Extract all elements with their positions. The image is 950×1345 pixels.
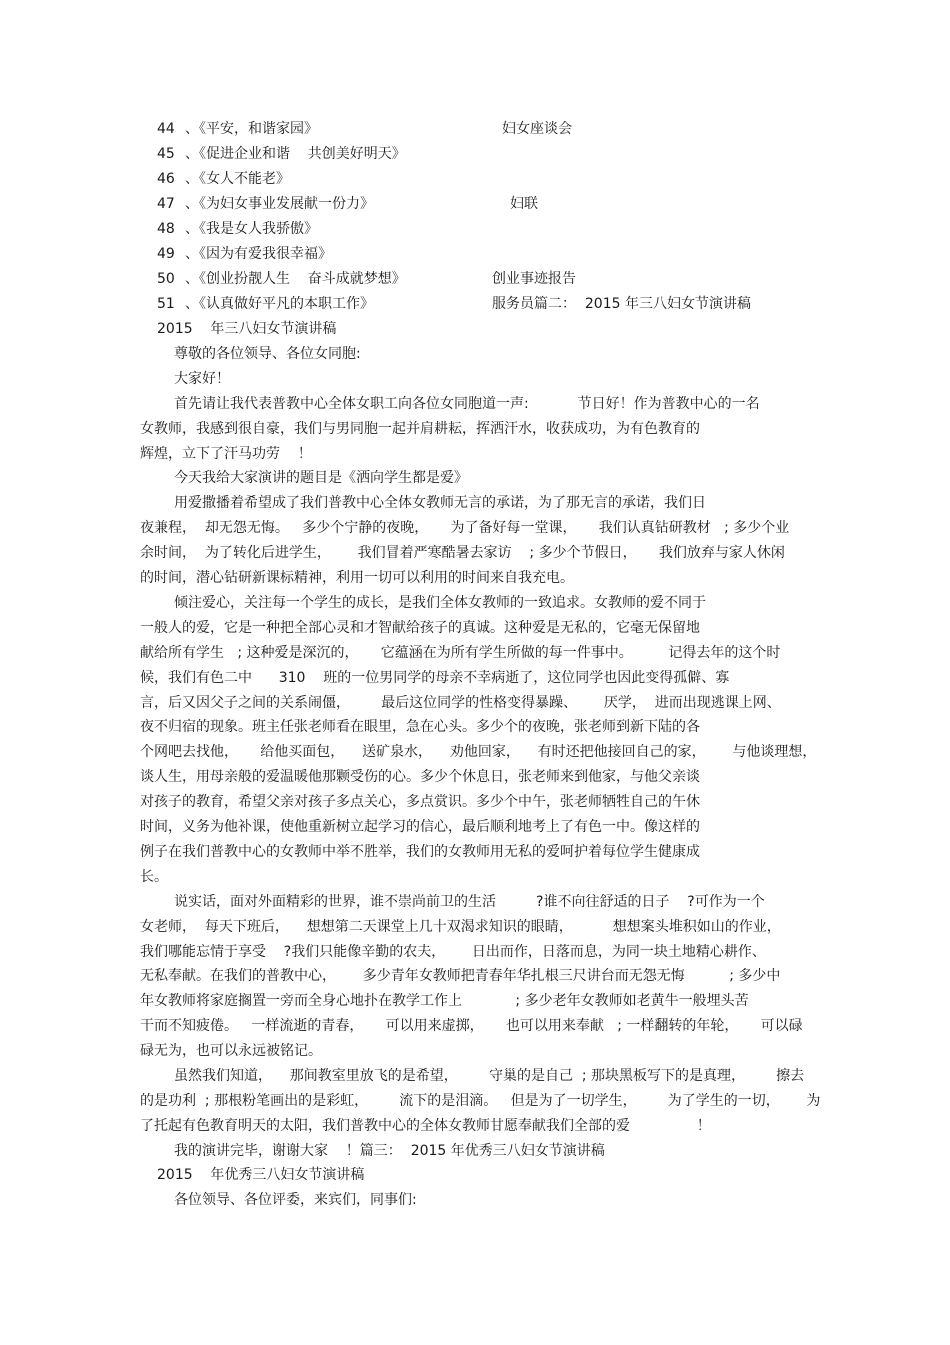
text-line: 今天我给大家演讲的题目是《洒向学生都是爱》: [174, 470, 468, 486]
text-line: 余时间， 为了转化后进学生， 我们冒着严寒酷暑去家访 ; 多少个节假日， 我们放弃与家人休闲: [140, 545, 785, 561]
text-line: 无私奉献。在我们的普教中心， 多少青年女教师把青春年华扎根三尺讲台而无怨无悔 ; 多少中: [140, 968, 781, 984]
list-title: 、《认真做好平凡的本职工作》: [185, 296, 374, 312]
section-title: 2015 年优秀三八妇女节演讲稿: [157, 1167, 365, 1183]
text-line: 碌无为，也可以永远被铭记。: [140, 1043, 322, 1059]
text-line: 我的演讲完毕，谢谢大家 ！篇三： 2015 年优秀三八妇女节演讲稿: [174, 1143, 605, 1159]
list-title: 、《促进企业和谐 共创美好明天》: [185, 146, 406, 162]
text-line: 虽然我们知道， 那间教室里放飞的是希望， 守巢的是自己 ; 那块黑板写下的是真理， 擦去: [174, 1068, 805, 1084]
text-line: 了托起有色教育明天的太阳，我们普教中心的全体女教师甘愿奉献我们全部的爱 ！: [140, 1118, 711, 1134]
list-title: 、《平安，和谐家园》: [185, 121, 318, 137]
section-title: 2015 年三八妇女节演讲稿: [157, 321, 337, 337]
text-line: 夜不归宿的现象。班主任张老师看在眼里，急在心头。多少个的夜晚，张老师到新下陆的各: [140, 719, 700, 735]
text-line: 辉煌，立下了汗马功劳 ！: [140, 446, 312, 462]
text-line: 女教师，我感到很自豪，我们与男同胞一起并肩耕耘，挥洒汗水，收获成功，为有色教育的: [140, 421, 700, 437]
text-line: 长。: [140, 869, 168, 885]
list-number: 45: [157, 146, 175, 162]
text-line: 谈人生，用母亲般的爱温暖他那颗受伤的心。多少个休息日，张老师来到他家，与他父亲谈: [140, 769, 700, 785]
list-title: 、《我是女人我骄傲》: [185, 221, 318, 237]
list-number: 50: [157, 271, 175, 287]
text-line: 献给所有学生 ; 这种爱是深沉的， 它蕴涵在为所有学生所做的每一件事中。 记得去年的这个时: [140, 645, 781, 661]
text-line: 的时间，潜心钻研新课标精神，利用一切可以利用的时间来自我充电。: [140, 570, 574, 586]
text-line: 女老师， 每天下班后， 想想第二天课堂上几十双渴求知识的眼睛， 想想案头堆积如山的作业，: [140, 919, 781, 935]
text-line: 时间，义务为他补课，使他重新树立起学习的信心，最后顺利地考上了有色一中。像这样的: [140, 819, 700, 835]
text-line: 个网吧去找他， 给他买面包， 送矿泉水， 劝他回家， 有时还把他接回自己的家， 与他谈理想，: [140, 744, 817, 760]
list-title: 、《女人不能老》: [185, 171, 290, 187]
list-note: 妇联: [510, 196, 538, 212]
list-title: 、《因为有爱我很幸福》: [185, 246, 332, 262]
text-line: 候，我们有色二中 310 班的一位男同学的母亲不幸病逝了，这位同学也因此变得孤僻、寡: [140, 670, 730, 686]
list-number: 44: [157, 121, 175, 137]
list-number: 47: [157, 196, 175, 212]
list-note: 服务员篇二： 2015 年三八妇女节演讲稿: [492, 296, 751, 312]
list-title: 、《创业扮靓人生 奋斗成就梦想》: [185, 271, 406, 287]
list-number: 49: [157, 246, 175, 262]
text-line: 年女教师将家庭搁置一旁而全身心地扑在教学工作上 ; 多少老年女教师如老黄牛一般埋头苦: [140, 993, 749, 1009]
text-line: 首先请让我代表普教中心全体女职工向各位女同胞道一声: 节日好！作为普教中心的一名: [174, 396, 760, 412]
salutation: 各位领导、各位评委，来宾们，同事们:: [174, 1192, 417, 1208]
text-line: 例子在我们普教中心的女教师中举不胜举，我们的女教师用无私的爱呵护着每位学生健康成: [140, 844, 700, 860]
text-line: 的是功利 ; 那根粉笔画出的是彩虹， 流下的是泪滴。 但是为了一切学生， 为了学生的一切， 为: [140, 1093, 821, 1109]
text-line: 言，后又因父子之间的关系闹僵， 最后这位同学的性格变得暴躁、 厌学， 进而出现逃课上网、: [140, 695, 781, 711]
text-line: 对孩子的教育，希望父亲对孩子多点关心，多点赏识。多少个中午，张老师牺牲自己的午休: [140, 794, 700, 810]
list-note: 妇女座谈会: [502, 121, 572, 137]
text-line: 倾注爱心，关注每一个学生的成长，是我们全体女教师的一致追求。女教师的爱不同于: [174, 595, 706, 611]
list-number: 51: [157, 296, 175, 312]
list-note: 创业事迹报告: [492, 271, 576, 287]
text-line: 说实话，面对外面精彩的世界，谁不崇尚前卫的生活 ?谁不向往舒适的日子 ?可作为一个: [174, 894, 765, 910]
text-line: 夜兼程， 却无怨无悔。 多少个宁静的夜晚， 为了备好每一堂课， 我们认真钻研教材 ; 多少个业: [140, 520, 790, 536]
list-number: 48: [157, 221, 175, 237]
text-line: 一般人的爱，它是一种把全部心灵和才智献给孩子的真诚。这种爱是无私的，它毫无保留地: [140, 620, 700, 636]
text-line: 用爱撒播着希望成了我们普教中心全体女教师无言的承诺，为了那无言的承诺，我们日: [174, 495, 706, 511]
greeting: 大家好！: [174, 371, 230, 387]
text-line: 我们哪能忘情于享受 ?我们只能像辛勤的农夫， 日出而作，日落而息，为同一块土地精心耕作、: [140, 944, 766, 960]
salutation: 尊敬的各位领导、各位女同胞:: [174, 346, 361, 362]
text-line: 干而不知疲倦。 一样流逝的青春， 可以用来虚掷， 也可以用来奉献 ; 一样翻转的年轮， 可以碌: [140, 1018, 803, 1034]
list-number: 46: [157, 171, 175, 187]
list-title: 、《为妇女事业发展献一份力》: [185, 196, 374, 212]
